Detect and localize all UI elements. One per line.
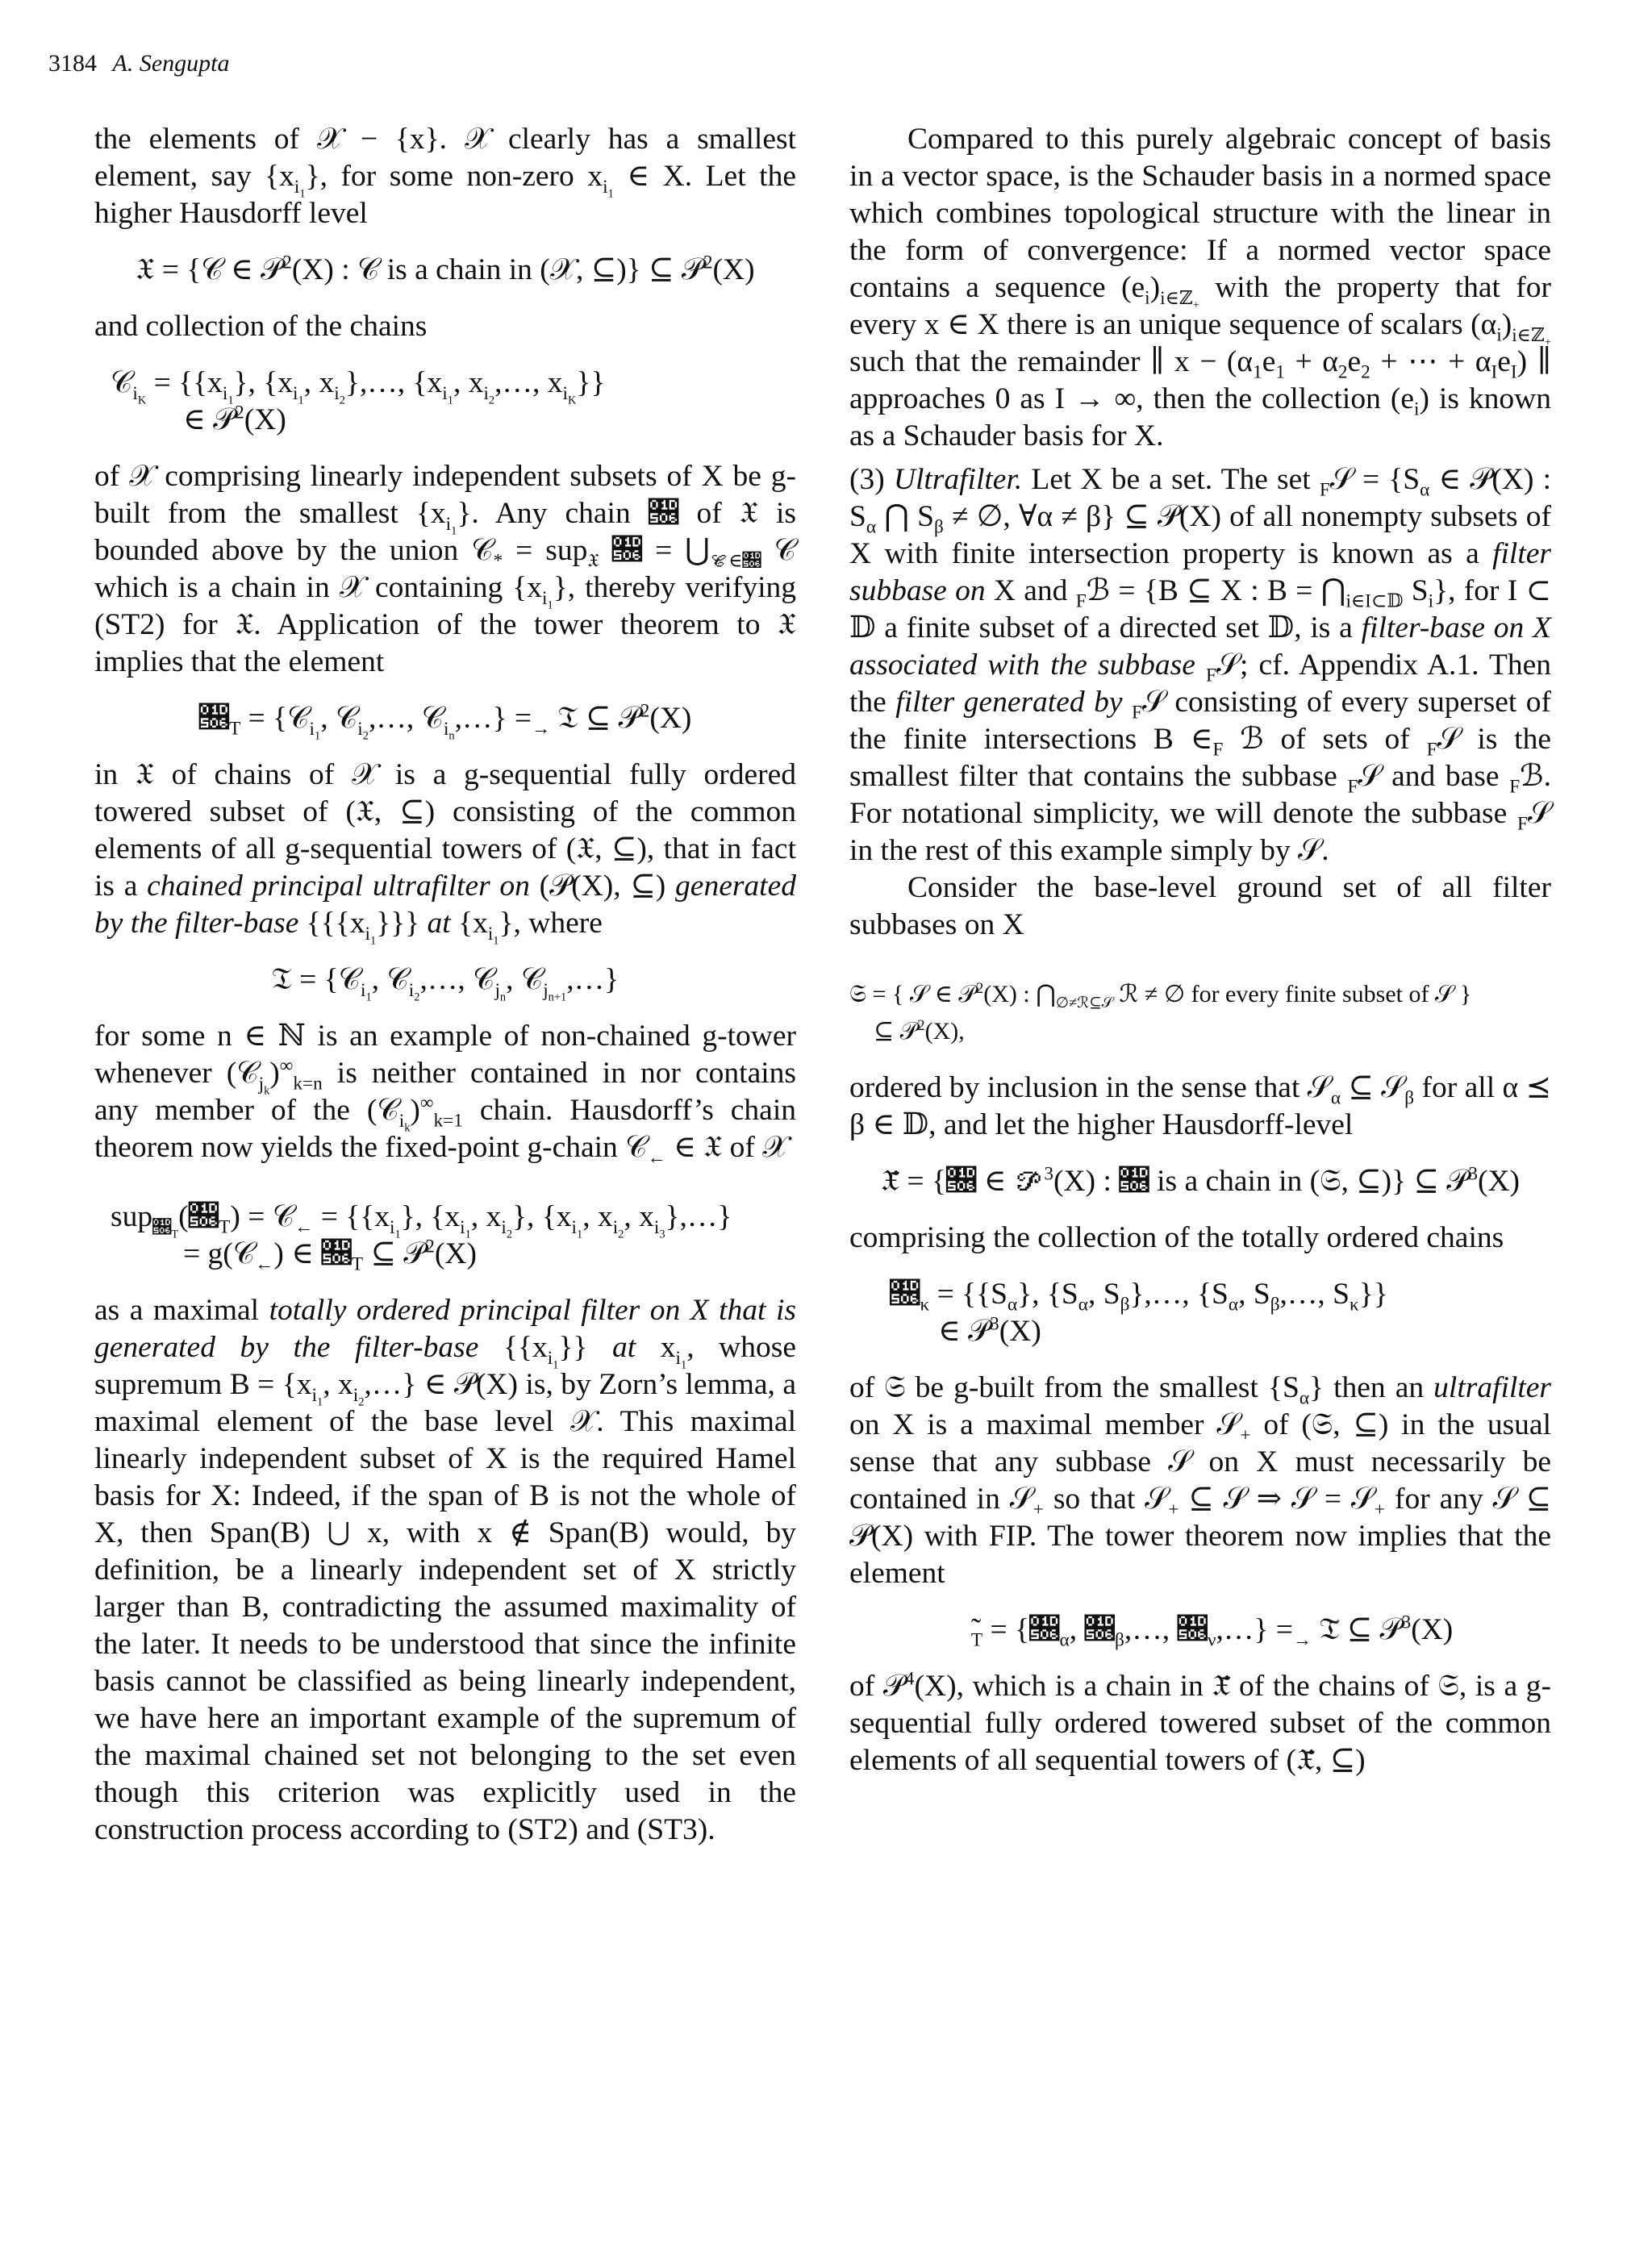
equation-line: $𝔆_\kappa = \{\{S_\alpha\}$, {$S_\alpha$, $S_\beta\},\dots$, {$S_\alpha$, $S_\beta,\dots$, $S_\kappa$}} <box>890 1278 1388 1316</box>
paragraph: of 𝒫$^4$(X), which is a chain in 𝔛̃ of the chains of 𝔖, is a g-sequential fully ordered towered subset of the common elements of all sequential towers of (𝔛̃, ⊆) <box>849 1668 1552 1777</box>
author-name: A. Sengupta <box>112 50 230 77</box>
right-column <box>849 121 1551 1779</box>
paragraph: comprising the collection of the totally ordered chains <box>849 1221 1504 1254</box>
paragraph: the elements of 𝒳 − {x}. 𝒳 clearly has a smallest element, say $\{x_{i_1}\}$, for some non-zero $x_{i_1}$ ∈ X. Let the higher Hausdorff level <box>94 123 796 230</box>
paragraph: Compared to this purely algebraic concept of basis in a vector space, is the Schauder basis in a normed space which combines topological structure with the linear in the form of convergence: If a normed vector space contains a sequence $(e_i)_{i\in ℤ_+}$ with the property that for every x ∈ X there is an unique sequence of scalars $(\alpha_i)_{i\in ℤ_+}$ such that the remainder ∥ $x - (\alpha_1e_1 + \alpha_2e_2$ + ⋯ + $\alpha_Ie_I$) ∥ approaches 0 as I → ∞, then the collection $(e_i)$ is known as a Schauder basis for X. <box>849 123 1552 452</box>
equation-line: ∈ 𝒫$^3$(X) <box>938 1313 1041 1348</box>
paragraph: (3) Ultrafilter. Let X be a set. The set $_F$𝒮 = {$S_\alpha$ ∈ 𝒫(X) : $S_\alpha$ ⋂ $S_\beta$ ≠ ∅, ∀α ≠ β} ⊆ 𝒫(X) of all nonempty subsets of X with finite intersection property is known as a filter subbase on X and $_F$ℬ = {B ⊆ X : $B = ⋂_{i\in I\subset 𝔻}$ $S_i$}, for I ⊂ 𝔻 a finite subset of a directed set 𝔻, is a filter-base on X associated with the subbase $_F$𝒮; cf. Appendix A.1. Then the filter generated by $_F$𝒮 consisting of every superset of the finite intersections B $\in_F$ ℬ of sets of $_F$𝒮 is the smallest filter that contains the subbase $_F$𝒮 and base $_F$ℬ. For notational simplicity, we will denote the subbase $_F$𝒮 in the rest of this example simply by 𝒮. <box>849 463 1552 867</box>
paragraph: in 𝔛 of chains of 𝒳 is a g-sequential fully ordered towered subset of (𝔛, ⊆) consisting of the common elements of all g-sequential towers of (𝔛, ⊆), that in fact is a chained principal ultrafilter on (𝒫(X), ⊆) generated by the filter-base $\{\{\{x_{i_1}\}\}\}$ at $\{x_{i_1}\}$, where <box>94 758 796 948</box>
equation: 𝔛̃ = {𝔆 ∈ 𝒫$^3$(X) : 𝔆 is a chain in (𝔖, ⊆)} ⊆ 𝒫$^3$(X) <box>880 1163 1521 1198</box>
equation: $𝔆̃_T$ = {$𝔆_\alpha$, $𝔆_\beta,\dots$, $𝔆_\nu,\dots\} =_\to$ 𝔗̃ ⊆ 𝒫$^3$(X) <box>947 1612 1454 1651</box>
equation-line: ∈ 𝒫$^2$(X) <box>183 402 286 436</box>
paragraph: ordered by inclusion in the sense that 𝒮$_\alpha$ ⊆ 𝒮$_\beta$ for all α ⪯ β ∈ 𝔻, and let the higher Hausdorff-level <box>849 1071 1552 1141</box>
paragraph: Consider the base-level ground set of all filter subbases on X <box>849 871 1551 941</box>
equation: 𝔛 = {𝒞 ∈ 𝒫$^2$(X) : 𝒞 is a chain in (𝒳, ⊆)} ⊆ 𝒫$^2$(X) <box>136 252 755 286</box>
paragraph: of 𝒳 comprising linearly independent subsets of X be g-built from the smallest $\{x_{i_1}\}$. Any chain 𝔆 of 𝔛 is bounded above by the union 𝒞$_*$ = sup$_𝔛$ 𝔆 = $⋃_{𝒞\in𝔆}$ 𝒞 which is a chain in 𝒳 containing $\{x_{i_1}\}$, thereby verifying (ST2) for 𝔛. Application of the tower theorem to 𝔛 implies that the element <box>94 460 796 678</box>
equation-line: $sup_{𝔆_T}(𝔆_T)$ = 𝒞$_\leftarrow$ = {$\{x_{i_1}\}$, {$x_{i_1}$, $x_{i_2}$}, {$x_{i_1}$, $x_{i_2}$, $x_{i_3}\},\dots$} <box>111 1200 732 1241</box>
paragraph: and collection of the chains <box>94 310 428 343</box>
equation <box>94 365 796 439</box>
equation <box>849 976 1551 1050</box>
equation-line: ⊆ 𝒫$^2$(X), <box>874 1017 965 1045</box>
equation-line: = g(𝒞$_\leftarrow$) ∈ $𝔆_T$ ⊆ 𝒫$^2$(X) <box>183 1236 477 1275</box>
equation <box>849 1276 1551 1350</box>
equation: $𝔆_T$ = {𝒞$_{i_1}$, 𝒞$_{i_2}$,…, 𝒞$_{i_n}$,…} $=_\to$ 𝔗 ⊆ 𝒫$^2$(X) <box>198 700 692 743</box>
equation: 𝔗 = {𝒞$_{i_1}$, 𝒞$_{i_2}$,…, 𝒞$_{j_n}$, 𝒞$_{j_{n+1}}$,…} <box>271 963 620 1004</box>
paragraph: of 𝔖 be g-built from the smallest $\{S_\alpha\}$ then an ultrafilter on X is a maximal member 𝒮$_+$ of (𝔖, ⊆) in the usual sense that any subbase 𝒮 on X must necessarily be contained in 𝒮$_+$ so that 𝒮$_+$ ⊆ 𝒮 ⇒ 𝒮 = 𝒮$_+$ for any 𝒮 ⊆ 𝒫(X) with FIP. The tower theorem now implies that the element <box>849 1371 1552 1590</box>
equation-line: 𝔖 = { 𝒮 ∈ 𝒫$^2$(X) : $⋂_{\emptyset\ne ℛ⊆𝒮}$ ℛ ≠ ∅ for every finite subset of 𝒮 } <box>849 980 1472 1011</box>
left-column <box>94 121 796 1849</box>
page-number: 3184 <box>48 50 97 77</box>
equation-line: 𝒞$_{i_K}$ = {$\{x_{i_1}\}$, {$x_{i_1}$, $x_{i_2}\},\dots$, {$x_{i_1}$, $x_{i_2},\dots$, $x_{i_K}$}} <box>111 366 606 407</box>
running-header <box>48 50 229 77</box>
paragraph: for some n ∈ ℕ is an example of non-chained g-tower whenever $(𝒞_{j_k})^\infty_{k=n}$ is neither contained in nor contains any member of the $(𝒞_{i_k})^\infty_{k=1}$ chain. Hausdorff’s chain theorem now yields the fixed-point g-chain 𝒞$_\leftarrow$ ∈ 𝔛 of 𝒳 <box>94 1020 796 1169</box>
equation <box>94 1199 796 1273</box>
paragraph: as a maximal totally ordered principal filter on X that is generated by the filter-base $\{\{x_{i_1}\}\}$ at $x_{i_1}$, whose supremum $B = \{x_{i_1}$, $x_{i_2},\dots$} ∈ 𝒫(X) is, by Zorn’s lemma, a maximal element of the base level 𝒳. This maximal linearly independent subset of X is the required Hamel basis for X: Indeed, if the span of B is not the whole of X, then Span(B) ⋃ x, with x ∉ Span(B) would, by definition, be a linearly independent set of X strictly larger than B, contradicting the assumed maximality of the later. It needs to be understood that since the infinite basis cannot be classified as being linearly independent, we have here an important example of the supremum of the maximal chained set not belonging to the set even though this criterion was explicitly used in the construction process according to (ST2) and (ST3). <box>94 1294 797 1846</box>
